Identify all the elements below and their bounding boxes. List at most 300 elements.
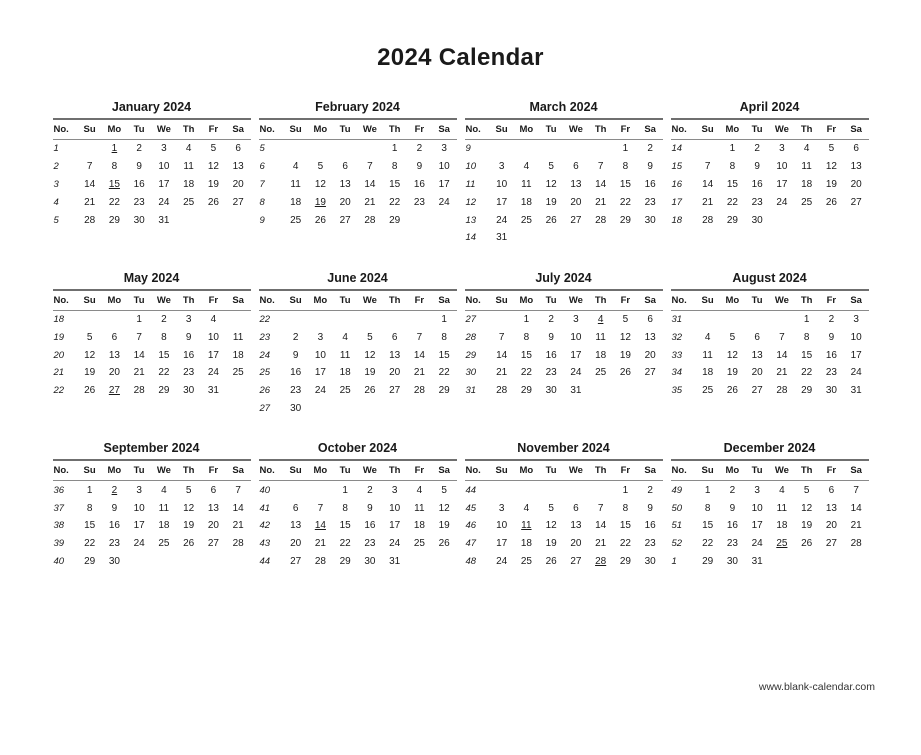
day-cell[interactable]: 22 bbox=[339, 538, 351, 550]
day-cell[interactable]: 22 bbox=[801, 367, 813, 379]
day-cell[interactable]: 11 bbox=[521, 178, 532, 190]
day-cell[interactable]: 12 bbox=[183, 502, 195, 514]
day-cell[interactable]: 8 bbox=[803, 331, 810, 343]
day-cell[interactable]: 6 bbox=[292, 502, 299, 514]
day-cell[interactable]: 27 bbox=[751, 385, 763, 397]
day-cell[interactable]: 2 bbox=[136, 143, 142, 155]
day-cell[interactable]: 16 bbox=[290, 367, 302, 379]
day-cell[interactable]: 6 bbox=[573, 502, 579, 514]
day-cell[interactable]: 29 bbox=[84, 555, 96, 567]
day-cell[interactable]: 28 bbox=[595, 214, 607, 226]
day-cell[interactable]: 12 bbox=[438, 502, 450, 514]
day-cell[interactable]: 18 bbox=[520, 538, 532, 550]
day-cell[interactable]: 16 bbox=[644, 520, 656, 532]
day-cell[interactable]: 19 bbox=[619, 349, 631, 361]
day-cell[interactable]: 18 bbox=[232, 349, 244, 361]
day-cell[interactable]: 19 bbox=[726, 367, 738, 379]
day-cell[interactable]: 5 bbox=[828, 143, 835, 155]
day-cell[interactable]: 11 bbox=[702, 349, 713, 361]
day-cell[interactable]: 25 bbox=[702, 385, 714, 397]
day-cell[interactable]: 18 bbox=[702, 367, 714, 379]
day-cell[interactable]: 14 bbox=[364, 178, 376, 190]
day-cell[interactable]: 18 bbox=[520, 196, 532, 208]
day-cell[interactable]: 5 bbox=[729, 331, 736, 343]
day-cell[interactable]: 28 bbox=[133, 385, 145, 397]
day-cell[interactable]: 17 bbox=[570, 349, 582, 361]
day-cell[interactable]: 20 bbox=[108, 367, 120, 379]
day-cell[interactable]: 9 bbox=[185, 331, 192, 343]
day-cell[interactable]: 11 bbox=[183, 161, 194, 173]
day-cell[interactable]: 13 bbox=[850, 161, 862, 173]
day-cell[interactable]: 19 bbox=[207, 178, 219, 190]
day-cell[interactable]: 20 bbox=[290, 538, 302, 550]
day-cell[interactable]: 17 bbox=[751, 520, 763, 532]
day-cell[interactable]: 10 bbox=[776, 161, 788, 173]
day-cell[interactable]: 11 bbox=[414, 502, 425, 514]
day-cell[interactable]: 19 bbox=[183, 520, 195, 532]
day-cell[interactable]: 18 bbox=[339, 367, 351, 379]
day-cell[interactable]: 9 bbox=[136, 161, 142, 173]
day-cell[interactable]: 26 bbox=[726, 385, 738, 397]
day-cell[interactable]: 4 bbox=[523, 502, 530, 514]
day-cell[interactable]: 28 bbox=[496, 385, 508, 397]
day-cell[interactable]: 3 bbox=[779, 143, 785, 155]
day-cell[interactable]: 29 bbox=[438, 385, 450, 397]
day-cell[interactable]: 12 bbox=[801, 502, 813, 514]
day-cell[interactable]: 11 bbox=[290, 178, 301, 190]
day-cell[interactable]: 15 bbox=[702, 520, 714, 532]
day-cell[interactable]: 10 bbox=[133, 502, 145, 514]
day-cell[interactable]: 3 bbox=[498, 161, 505, 173]
day-cell[interactable]: 16 bbox=[183, 349, 195, 361]
day-cell[interactable]: 23 bbox=[726, 538, 738, 550]
day-cell-holiday[interactable]: 19 bbox=[314, 196, 326, 208]
day-cell[interactable]: 24 bbox=[207, 367, 219, 379]
day-cell[interactable]: 1 bbox=[342, 484, 348, 496]
day-cell[interactable]: 29 bbox=[619, 214, 631, 226]
day-cell-holiday[interactable]: 15 bbox=[108, 178, 120, 190]
day-cell[interactable]: 6 bbox=[853, 143, 859, 155]
day-cell[interactable]: 11 bbox=[801, 161, 812, 173]
day-cell[interactable]: 24 bbox=[496, 214, 508, 226]
day-cell[interactable]: 7 bbox=[704, 161, 711, 173]
day-cell[interactable]: 1 bbox=[622, 484, 629, 496]
day-cell-holiday[interactable]: 28 bbox=[595, 555, 607, 567]
day-cell[interactable]: 19 bbox=[801, 520, 813, 532]
day-cell[interactable]: 4 bbox=[416, 484, 423, 496]
day-cell[interactable]: 12 bbox=[84, 349, 96, 361]
day-cell[interactable]: 12 bbox=[364, 349, 376, 361]
day-cell[interactable]: 5 bbox=[548, 502, 554, 514]
day-cell[interactable]: 15 bbox=[726, 178, 738, 190]
day-cell[interactable]: 14 bbox=[850, 502, 862, 514]
day-cell[interactable]: 30 bbox=[133, 214, 145, 226]
day-cell[interactable]: 19 bbox=[825, 178, 837, 190]
day-cell[interactable]: 14 bbox=[702, 178, 714, 190]
day-cell[interactable]: 4 bbox=[704, 331, 711, 343]
day-cell[interactable]: 13 bbox=[644, 331, 656, 343]
day-cell[interactable]: 24 bbox=[158, 196, 170, 208]
day-cell[interactable]: 7 bbox=[597, 161, 604, 173]
day-cell[interactable]: 14 bbox=[595, 178, 607, 190]
day-cell[interactable]: 1 bbox=[803, 314, 810, 326]
day-cell[interactable]: 18 bbox=[413, 520, 425, 532]
day-cell[interactable]: 26 bbox=[438, 538, 450, 550]
day-cell[interactable]: 5 bbox=[548, 161, 554, 173]
day-cell[interactable]: 9 bbox=[111, 502, 118, 514]
day-cell[interactable]: 1 bbox=[391, 143, 398, 155]
day-cell[interactable]: 3 bbox=[498, 502, 505, 514]
day-cell[interactable]: 22 bbox=[438, 367, 450, 379]
day-cell[interactable]: 11 bbox=[339, 349, 351, 361]
day-cell[interactable]: 23 bbox=[825, 367, 837, 379]
day-cell[interactable]: 22 bbox=[619, 538, 631, 550]
day-cell[interactable]: 7 bbox=[779, 331, 785, 343]
day-cell[interactable]: 10 bbox=[158, 161, 170, 173]
day-cell[interactable]: 20 bbox=[570, 196, 582, 208]
day-cell[interactable]: 8 bbox=[704, 502, 711, 514]
day-cell[interactable]: 4 bbox=[185, 143, 192, 155]
day-cell[interactable]: 21 bbox=[776, 367, 788, 379]
day-cell[interactable]: 13 bbox=[825, 502, 837, 514]
day-cell[interactable]: 11 bbox=[158, 502, 170, 514]
day-cell[interactable]: 2 bbox=[647, 143, 653, 155]
day-cell[interactable]: 4 bbox=[779, 484, 785, 496]
day-cell[interactable]: 13 bbox=[290, 520, 302, 532]
day-cell[interactable]: 28 bbox=[413, 385, 425, 397]
day-cell[interactable]: 23 bbox=[644, 538, 656, 550]
day-cell[interactable]: 4 bbox=[342, 331, 348, 343]
day-cell[interactable]: 31 bbox=[751, 555, 763, 567]
day-cell[interactable]: 12 bbox=[314, 178, 326, 190]
day-cell[interactable]: 12 bbox=[825, 161, 837, 173]
day-cell[interactable]: 10 bbox=[850, 331, 862, 343]
day-cell[interactable]: 26 bbox=[545, 555, 557, 567]
day-cell[interactable]: 29 bbox=[108, 214, 120, 226]
day-cell[interactable]: 27 bbox=[339, 214, 351, 226]
day-cell[interactable]: 2 bbox=[416, 143, 423, 155]
day-cell[interactable]: 28 bbox=[232, 538, 244, 550]
day-cell[interactable]: 8 bbox=[622, 161, 629, 173]
day-cell[interactable]: 12 bbox=[545, 178, 557, 190]
day-cell[interactable]: 16 bbox=[825, 349, 837, 361]
day-cell[interactable]: 31 bbox=[570, 385, 582, 397]
day-cell[interactable]: 8 bbox=[161, 331, 167, 343]
day-cell[interactable]: 30 bbox=[644, 214, 656, 226]
day-cell[interactable]: 15 bbox=[84, 520, 96, 532]
day-cell[interactable]: 16 bbox=[413, 178, 425, 190]
day-cell[interactable]: 18 bbox=[158, 520, 170, 532]
day-cell[interactable]: 5 bbox=[622, 314, 629, 326]
day-cell[interactable]: 4 bbox=[803, 143, 810, 155]
day-cell[interactable]: 8 bbox=[441, 331, 447, 343]
day-cell[interactable]: 9 bbox=[367, 502, 373, 514]
day-cell[interactable]: 8 bbox=[622, 502, 629, 514]
day-cell[interactable]: 27 bbox=[232, 196, 244, 208]
day-cell[interactable]: 28 bbox=[314, 555, 326, 567]
day-cell[interactable]: 10 bbox=[496, 520, 508, 532]
day-cell[interactable]: 12 bbox=[726, 349, 738, 361]
day-cell[interactable]: 30 bbox=[545, 385, 557, 397]
day-cell[interactable]: 12 bbox=[545, 520, 557, 532]
day-cell[interactable]: 9 bbox=[828, 331, 835, 343]
day-cell[interactable]: 29 bbox=[702, 555, 714, 567]
day-cell[interactable]: 29 bbox=[726, 214, 738, 226]
day-cell[interactable]: 17 bbox=[158, 178, 170, 190]
day-cell[interactable]: 22 bbox=[389, 196, 401, 208]
day-cell[interactable]: 15 bbox=[158, 349, 170, 361]
day-cell[interactable]: 20 bbox=[570, 538, 582, 550]
day-cell[interactable]: 28 bbox=[364, 214, 376, 226]
day-cell[interactable]: 2 bbox=[292, 331, 299, 343]
day-cell[interactable]: 13 bbox=[389, 349, 401, 361]
day-cell[interactable]: 17 bbox=[496, 196, 508, 208]
day-cell[interactable]: 29 bbox=[520, 385, 532, 397]
day-cell[interactable]: 4 bbox=[161, 484, 167, 496]
day-cell[interactable]: 14 bbox=[776, 349, 788, 361]
day-cell[interactable]: 27 bbox=[570, 214, 582, 226]
day-cell[interactable]: 22 bbox=[84, 538, 96, 550]
day-cell[interactable]: 15 bbox=[619, 178, 631, 190]
day-cell[interactable]: 21 bbox=[133, 367, 145, 379]
day-cell[interactable]: 8 bbox=[523, 331, 530, 343]
day-cell[interactable]: 27 bbox=[825, 538, 837, 550]
day-cell[interactable]: 2 bbox=[828, 314, 835, 326]
day-cell[interactable]: 17 bbox=[850, 349, 862, 361]
day-cell[interactable]: 16 bbox=[751, 178, 763, 190]
day-cell[interactable]: 21 bbox=[702, 196, 714, 208]
day-cell[interactable]: 20 bbox=[207, 520, 219, 532]
day-cell[interactable]: 7 bbox=[498, 331, 505, 343]
day-cell[interactable]: 20 bbox=[339, 196, 351, 208]
day-cell[interactable]: 10 bbox=[496, 178, 508, 190]
day-cell[interactable]: 4 bbox=[523, 161, 530, 173]
day-cell[interactable]: 24 bbox=[314, 385, 326, 397]
day-cell[interactable]: 8 bbox=[111, 161, 118, 173]
day-cell[interactable]: 22 bbox=[619, 196, 631, 208]
day-cell[interactable]: 12 bbox=[207, 161, 219, 173]
day-cell[interactable]: 27 bbox=[389, 385, 401, 397]
day-cell[interactable]: 12 bbox=[619, 331, 631, 343]
day-cell[interactable]: 1 bbox=[523, 314, 530, 326]
day-cell[interactable]: 13 bbox=[339, 178, 351, 190]
day-cell[interactable]: 7 bbox=[597, 502, 604, 514]
day-cell[interactable]: 16 bbox=[644, 178, 656, 190]
day-cell[interactable]: 29 bbox=[339, 555, 351, 567]
day-cell[interactable]: 17 bbox=[438, 178, 450, 190]
day-cell[interactable]: 9 bbox=[754, 161, 760, 173]
day-cell[interactable]: 2 bbox=[647, 484, 653, 496]
day-cell[interactable]: 7 bbox=[367, 161, 373, 173]
day-cell[interactable]: 26 bbox=[825, 196, 837, 208]
day-cell[interactable]: 13 bbox=[232, 161, 244, 173]
day-cell[interactable]: 16 bbox=[545, 349, 557, 361]
day-cell[interactable]: 20 bbox=[751, 367, 763, 379]
day-cell[interactable]: 14 bbox=[84, 178, 96, 190]
day-cell[interactable]: 13 bbox=[108, 349, 120, 361]
day-cell[interactable]: 31 bbox=[496, 232, 508, 244]
day-cell[interactable]: 24 bbox=[570, 367, 582, 379]
day-cell[interactable]: 25 bbox=[801, 196, 813, 208]
day-cell-holiday[interactable]: 4 bbox=[597, 314, 604, 326]
day-cell[interactable]: 20 bbox=[389, 367, 401, 379]
day-cell[interactable]: 23 bbox=[545, 367, 557, 379]
day-cell[interactable]: 22 bbox=[158, 367, 170, 379]
day-cell[interactable]: 14 bbox=[133, 349, 145, 361]
day-cell[interactable]: 11 bbox=[232, 331, 244, 343]
day-cell[interactable]: 27 bbox=[644, 367, 656, 379]
day-cell[interactable]: 14 bbox=[595, 520, 607, 532]
day-cell[interactable]: 23 bbox=[183, 367, 195, 379]
day-cell[interactable]: 15 bbox=[520, 349, 532, 361]
day-cell[interactable]: 30 bbox=[825, 385, 837, 397]
day-cell-holiday[interactable]: 2 bbox=[111, 484, 118, 496]
day-cell[interactable]: 25 bbox=[520, 214, 532, 226]
day-cell[interactable]: 24 bbox=[496, 555, 508, 567]
day-cell[interactable]: 10 bbox=[570, 331, 582, 343]
day-cell[interactable]: 6 bbox=[573, 161, 579, 173]
day-cell[interactable]: 5 bbox=[803, 484, 810, 496]
day-cell[interactable]: 10 bbox=[389, 502, 401, 514]
day-cell[interactable]: 10 bbox=[314, 349, 326, 361]
day-cell[interactable]: 6 bbox=[235, 143, 241, 155]
day-cell[interactable]: 18 bbox=[801, 178, 813, 190]
day-cell[interactable]: 25 bbox=[232, 367, 244, 379]
day-cell[interactable]: 28 bbox=[850, 538, 862, 550]
day-cell[interactable]: 15 bbox=[389, 178, 401, 190]
day-cell[interactable]: 31 bbox=[850, 385, 862, 397]
day-cell[interactable]: 1 bbox=[622, 143, 629, 155]
day-cell[interactable]: 30 bbox=[644, 555, 656, 567]
day-cell[interactable]: 2 bbox=[729, 484, 736, 496]
day-cell[interactable]: 17 bbox=[496, 538, 508, 550]
day-cell[interactable]: 31 bbox=[158, 214, 170, 226]
day-cell[interactable]: 28 bbox=[702, 214, 714, 226]
day-cell[interactable]: 26 bbox=[801, 538, 813, 550]
day-cell[interactable]: 7 bbox=[86, 161, 93, 173]
day-cell[interactable]: 13 bbox=[570, 520, 582, 532]
day-cell[interactable]: 24 bbox=[389, 538, 401, 550]
day-cell[interactable]: 19 bbox=[545, 538, 557, 550]
day-cell[interactable]: 23 bbox=[751, 196, 763, 208]
day-cell[interactable]: 26 bbox=[183, 538, 195, 550]
day-cell[interactable]: 16 bbox=[364, 520, 376, 532]
day-cell[interactable]: 24 bbox=[776, 196, 788, 208]
day-cell[interactable]: 18 bbox=[776, 520, 788, 532]
day-cell[interactable]: 24 bbox=[133, 538, 145, 550]
day-cell[interactable]: 21 bbox=[595, 196, 607, 208]
day-cell[interactable]: 4 bbox=[292, 161, 299, 173]
day-cell[interactable]: 16 bbox=[108, 520, 120, 532]
day-cell[interactable]: 11 bbox=[776, 502, 788, 514]
day-cell[interactable]: 30 bbox=[751, 214, 763, 226]
day-cell[interactable]: 5 bbox=[86, 331, 93, 343]
day-cell[interactable]: 21 bbox=[595, 538, 607, 550]
day-cell[interactable]: 23 bbox=[644, 196, 656, 208]
day-cell[interactable]: 14 bbox=[413, 349, 425, 361]
day-cell[interactable]: 1 bbox=[441, 314, 447, 326]
day-cell-holiday[interactable]: 25 bbox=[776, 538, 788, 550]
day-cell[interactable]: 28 bbox=[776, 385, 788, 397]
day-cell[interactable]: 8 bbox=[86, 502, 93, 514]
day-cell[interactable]: 10 bbox=[438, 161, 450, 173]
day-cell[interactable]: 3 bbox=[441, 143, 447, 155]
day-cell[interactable]: 22 bbox=[108, 196, 120, 208]
day-cell[interactable]: 6 bbox=[754, 331, 760, 343]
day-cell[interactable]: 3 bbox=[136, 484, 142, 496]
day-cell[interactable]: 25 bbox=[183, 196, 195, 208]
day-cell[interactable]: 31 bbox=[389, 555, 401, 567]
day-cell[interactable]: 20 bbox=[232, 178, 244, 190]
day-cell[interactable]: 29 bbox=[389, 214, 401, 226]
day-cell[interactable]: 5 bbox=[317, 161, 324, 173]
day-cell[interactable]: 21 bbox=[84, 196, 96, 208]
day-cell[interactable]: 30 bbox=[108, 555, 120, 567]
day-cell[interactable]: 24 bbox=[751, 538, 763, 550]
day-cell[interactable]: 23 bbox=[108, 538, 120, 550]
day-cell[interactable]: 27 bbox=[850, 196, 862, 208]
day-cell[interactable]: 17 bbox=[207, 349, 219, 361]
day-cell[interactable]: 22 bbox=[702, 538, 714, 550]
day-cell[interactable]: 1 bbox=[729, 143, 736, 155]
day-cell[interactable]: 7 bbox=[136, 331, 142, 343]
day-cell[interactable]: 2 bbox=[548, 314, 554, 326]
day-cell[interactable]: 17 bbox=[314, 367, 326, 379]
day-cell[interactable]: 29 bbox=[801, 385, 813, 397]
day-cell[interactable]: 26 bbox=[207, 196, 219, 208]
day-cell[interactable]: 21 bbox=[314, 538, 326, 550]
day-cell[interactable]: 27 bbox=[290, 555, 302, 567]
day-cell[interactable]: 10 bbox=[207, 331, 219, 343]
day-cell[interactable]: 7 bbox=[235, 484, 241, 496]
day-cell[interactable]: 2 bbox=[367, 484, 373, 496]
day-cell[interactable]: 6 bbox=[342, 161, 348, 173]
day-cell[interactable]: 23 bbox=[364, 538, 376, 550]
day-cell[interactable]: 25 bbox=[595, 367, 607, 379]
day-cell[interactable]: 24 bbox=[438, 196, 450, 208]
day-cell[interactable]: 5 bbox=[441, 484, 447, 496]
day-cell[interactable]: 7 bbox=[416, 331, 423, 343]
day-cell[interactable]: 16 bbox=[726, 520, 738, 532]
day-cell[interactable]: 21 bbox=[364, 196, 376, 208]
day-cell[interactable]: 19 bbox=[438, 520, 450, 532]
day-cell[interactable]: 18 bbox=[290, 196, 302, 208]
day-cell[interactable]: 6 bbox=[828, 484, 835, 496]
day-cell[interactable]: 21 bbox=[413, 367, 425, 379]
day-cell[interactable]: 25 bbox=[413, 538, 425, 550]
day-cell[interactable]: 9 bbox=[416, 161, 423, 173]
day-cell[interactable]: 22 bbox=[726, 196, 738, 208]
day-cell[interactable]: 30 bbox=[364, 555, 376, 567]
day-cell[interactable]: 13 bbox=[207, 502, 219, 514]
day-cell[interactable]: 18 bbox=[595, 349, 607, 361]
day-cell[interactable]: 3 bbox=[161, 143, 167, 155]
day-cell[interactable]: 22 bbox=[520, 367, 532, 379]
day-cell[interactable]: 15 bbox=[619, 520, 631, 532]
day-cell[interactable]: 21 bbox=[496, 367, 508, 379]
day-cell[interactable]: 26 bbox=[364, 385, 376, 397]
day-cell[interactable]: 25 bbox=[158, 538, 170, 550]
day-cell[interactable]: 8 bbox=[729, 161, 736, 173]
day-cell[interactable]: 9 bbox=[729, 502, 736, 514]
day-cell[interactable]: 3 bbox=[573, 314, 579, 326]
day-cell[interactable]: 1 bbox=[136, 314, 142, 326]
day-cell[interactable]: 5 bbox=[210, 143, 217, 155]
day-cell[interactable]: 3 bbox=[853, 314, 859, 326]
day-cell[interactable]: 11 bbox=[595, 331, 606, 343]
day-cell[interactable]: 25 bbox=[520, 555, 532, 567]
day-cell[interactable]: 15 bbox=[438, 349, 450, 361]
